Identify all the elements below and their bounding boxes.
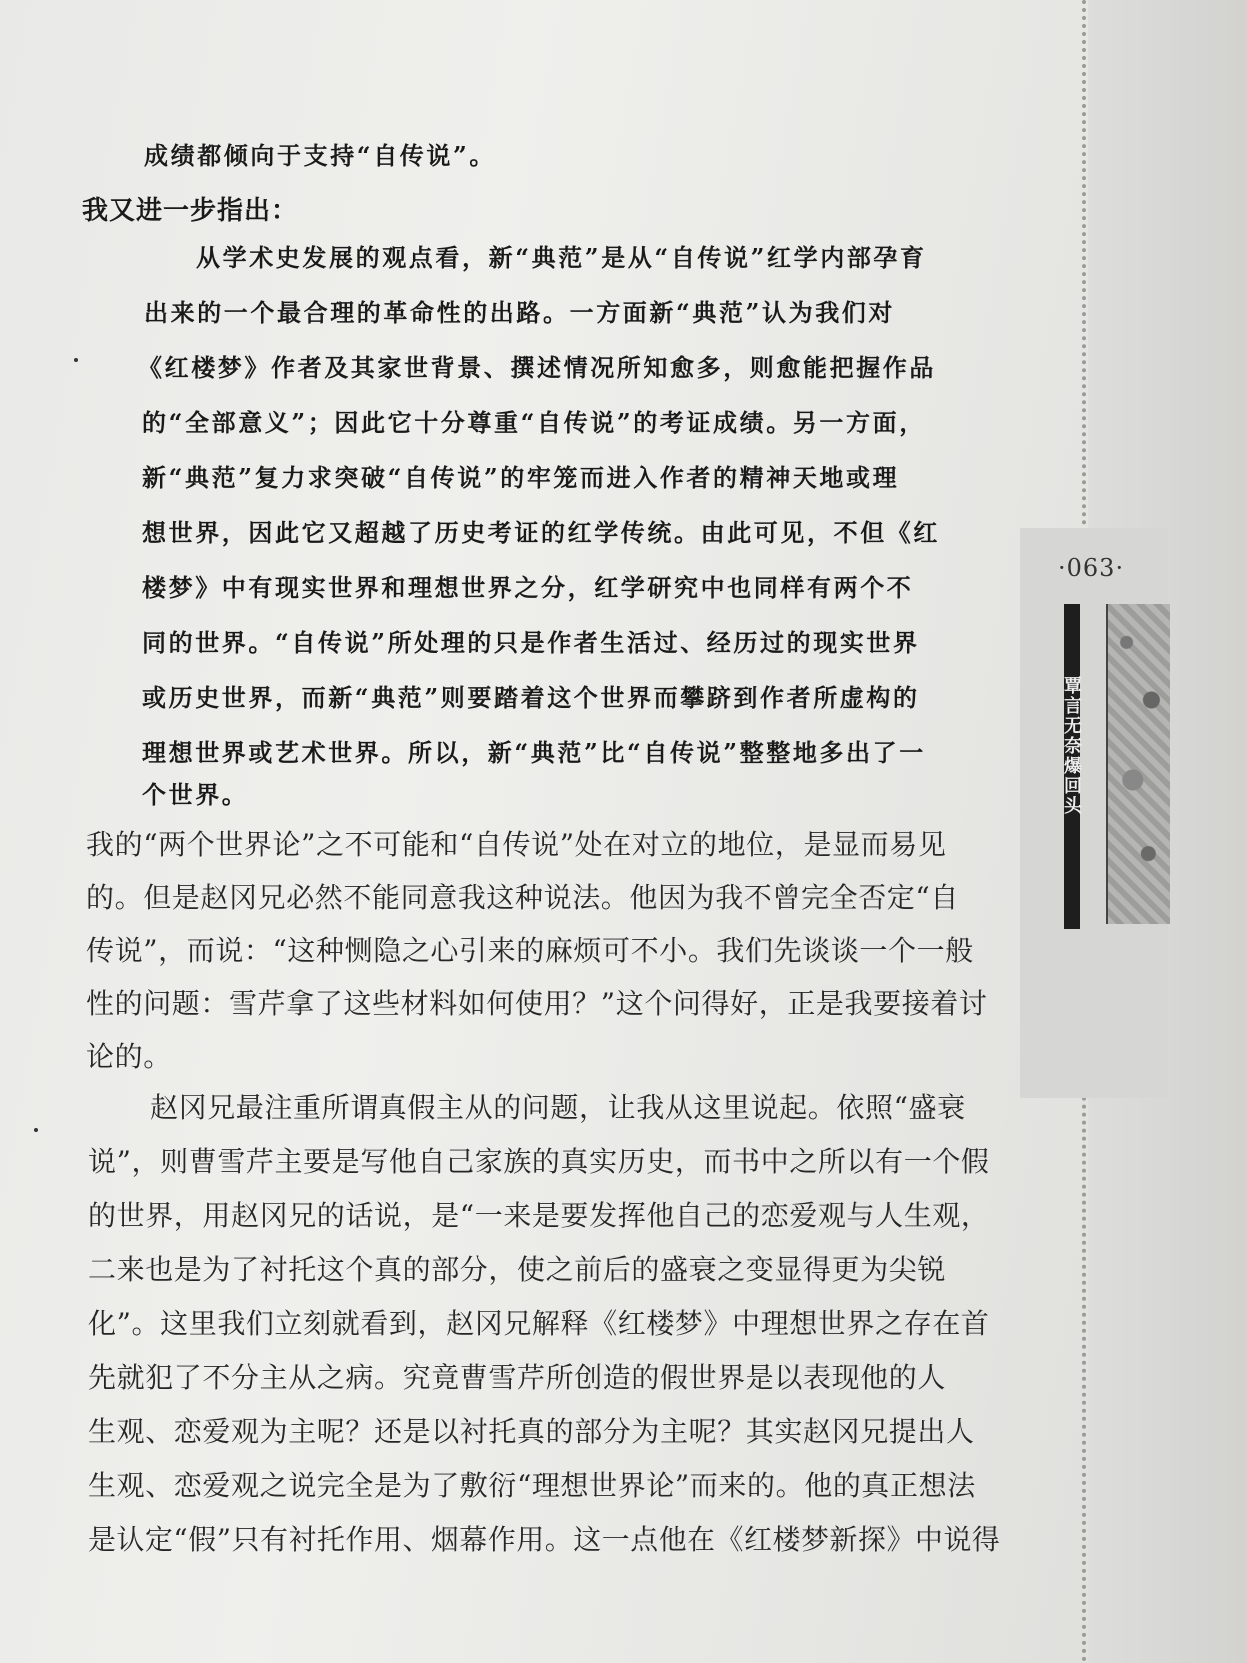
quote-line: 从学术史发展的观点看，新“典范”是从“自传说”红学内部孕育 bbox=[196, 243, 927, 272]
paragraph-line: 是认定“假”只有衬托作用、烟幕作用。这一点他在《红楼梦新探》中说得 bbox=[88, 1523, 1001, 1556]
quote-line: 楼梦》中有现实世界和理想世界之分，红学研究中也同样有两个不 bbox=[142, 573, 914, 602]
quote-line: 的“全部意义”；因此它十分尊重“自传说”的考证成绩。另一方面， bbox=[142, 408, 926, 437]
quote-line: 新“典范”复力求突破“自传说”的牢笼而进入作者的精神天地或理 bbox=[142, 463, 900, 492]
continued-line: 成绩都倾向于支持“自传说”。 bbox=[144, 141, 497, 170]
paragraph-line: 生观、恋爱观之说完全是为了敷衍“理想世界论”而来的。他的真正想法 bbox=[88, 1469, 976, 1502]
intro-line: 我又进一步指出： bbox=[82, 196, 299, 226]
quote-line: 同的世界。“自传说”所处理的只是作者生活过、经历过的现实世界 bbox=[142, 628, 920, 657]
paragraph-line: 的世界，用赵冈兄的话说，是“一来是要发挥他自己的恋爱观与人生观， bbox=[88, 1199, 990, 1232]
paragraph-line: 赵冈兄最注重所谓真假主从的问题，让我从这里说起。依照“盛衰 bbox=[150, 1091, 966, 1124]
paragraph-line: 生观、恋爱观为主呢？还是以衬托真的部分为主呢？其实赵冈兄提出人 bbox=[88, 1415, 975, 1448]
paragraph-line: 先就犯了不分主从之病。究竟曹雪芹所创造的假世界是以表现他的人 bbox=[88, 1361, 947, 1394]
quote-line: 个世界。 bbox=[142, 780, 249, 809]
margin-dot-mark bbox=[34, 1128, 38, 1132]
quote-line: 或历史世界，而新“典范”则要踏着这个世界而攀跻到作者所虚构的 bbox=[142, 683, 920, 712]
side-vertical-title: 覃言无奈爆回头 bbox=[1061, 676, 1082, 816]
quote-line: 理想世界或艺术世界。所以，新“典范”比“自传说”整整地多出了一 bbox=[142, 738, 926, 767]
paragraph-line: 二来也是为了衬托这个真的部分，使之前后的盛衰之变显得更为尖锐 bbox=[88, 1253, 947, 1286]
quote-line: 出来的一个最合理的革命性的出路。一方面新“典范”认为我们对 bbox=[144, 298, 896, 327]
paragraph-line: 说”，则曹雪芹主要是写他自己家族的真实历史，而书中之所以有一个假 bbox=[88, 1145, 990, 1178]
margin-dot-mark bbox=[74, 358, 78, 362]
paragraph-line: 的。但是赵冈兄必然不能同意我这种说法。他因为我不曾完全否定“自 bbox=[86, 881, 959, 914]
page-number: ·063· bbox=[1058, 554, 1125, 582]
paragraph-line: 我的“两个世界论”之不可能和“自传说”处在对立的地位，是显而易见 bbox=[86, 828, 947, 861]
paragraph-line: 性的问题：雪芹拿了这些材料如何使用？”这个问得好，正是我要接着讨 bbox=[86, 987, 988, 1020]
side-woodcut-illustration bbox=[1106, 604, 1170, 924]
quote-line: 《红楼梦》作者及其家世背景、撰述情况所知愈多，则愈能把握作品 bbox=[138, 353, 936, 382]
paragraph-line: 化”。这里我们立刻就看到，赵冈兄解释《红楼梦》中理想世界之存在首 bbox=[88, 1307, 990, 1340]
quote-line: 想世界，因此它又超越了历史考证的红学传统。由此可见，不但《红 bbox=[142, 518, 940, 547]
paragraph-line: 论的。 bbox=[86, 1040, 172, 1073]
paragraph-line: 传说”，而说：“这种恻隐之心引来的麻烦可不小。我们先谈谈一个一般 bbox=[86, 934, 974, 967]
